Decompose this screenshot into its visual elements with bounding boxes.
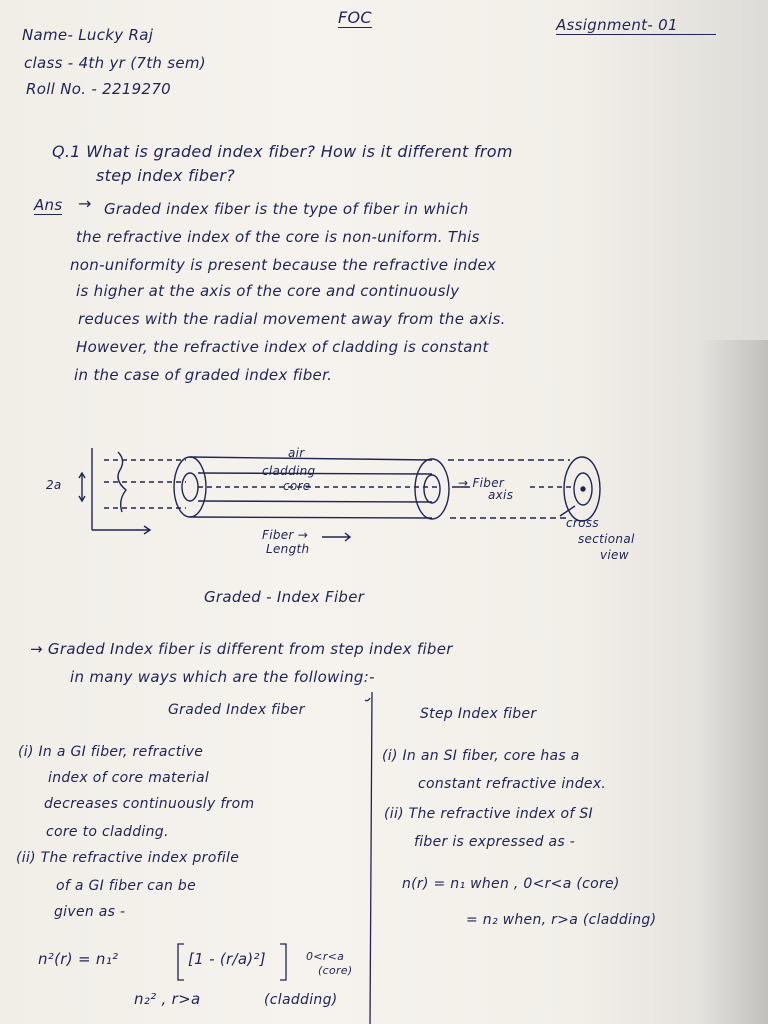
difference-line-1: → Graded Index fiber is different from step index fiber [30, 640, 453, 658]
label-fiber-axis-2: axis [488, 488, 514, 502]
label-fiber-length-2: Length [266, 542, 310, 556]
graded-point: core to cladding. [46, 824, 169, 840]
label-cladding: cladding [262, 464, 316, 478]
student-class: class - 4th yr (7th sem) [24, 54, 206, 72]
step-point: constant refractive index. [418, 776, 607, 792]
formula-2: n₂² , r>a [134, 990, 201, 1008]
answer-line: However, the refractive index of cladding is constant [76, 338, 489, 356]
answer-label: Ans [34, 196, 63, 214]
student-roll: Roll No. - 2219270 [26, 80, 172, 98]
label-fiber-axis: → Fiber [458, 476, 505, 490]
step-point: fiber is expressed as - [414, 834, 576, 850]
table-header-step: Step Index fiber [420, 706, 537, 722]
label-air: air [288, 446, 305, 460]
answer-line: in the case of graded index fiber. [74, 366, 333, 384]
formula-bracket: [1 - (r/a)²] [188, 950, 266, 968]
diagram-caption: Graded - Index Fiber [204, 588, 365, 606]
question-line-1: Q.1 What is graded index fiber? How is it different from [52, 142, 513, 161]
label-core: core [283, 479, 311, 493]
formula-condition: 0<r<a [306, 950, 345, 963]
graded-point: of a GI fiber can be [56, 878, 197, 894]
answer-line: is higher at the axis of the core and continuously [76, 282, 460, 300]
table-header-graded: Graded Index fiber [168, 702, 305, 718]
table-lines [365, 692, 372, 1024]
formula-lhs: n²(r) = n₁² [38, 950, 119, 968]
answer-line: the refractive index of the core is non-uniform. This [76, 228, 480, 246]
label-cross: cross [566, 516, 599, 530]
label-fiber-length: Fiber → [262, 528, 309, 542]
step-formula: = n₂ when, r>a (cladding) [466, 912, 657, 928]
label-sectional: sectional [578, 532, 635, 546]
answer-arrow: → [78, 194, 92, 213]
graded-point: (i) In a GI fiber, refractive [18, 744, 204, 760]
answer-line: Graded index fiber is the type of fiber in which [104, 200, 469, 218]
cylinder-right-end [415, 459, 449, 519]
difference-line-2: in many ways which are the following:- [70, 668, 375, 686]
graded-point: decreases continuously from [44, 796, 255, 812]
formula-2-cond: (cladding) [264, 992, 338, 1008]
question-line-2: step index fiber? [96, 166, 236, 185]
graded-point: (ii) The refractive index profile [16, 850, 240, 866]
graded-point: given as - [54, 904, 126, 920]
student-name: Name- Lucky Raj [22, 26, 154, 44]
formula-condition-core: (core) [318, 964, 353, 977]
graded-point: index of core material [48, 770, 210, 786]
step-point: (i) In an SI fiber, core has a [382, 748, 580, 764]
step-point: (ii) The refractive index of SI [384, 806, 593, 822]
answer-line: reduces with the radial movement away from the axis. [78, 310, 506, 328]
label-2a: 2a [46, 478, 62, 492]
assignment-title: Assignment- 01 [556, 16, 716, 35]
step-formula: n(r) = n₁ when , 0<r<a (core) [402, 876, 620, 892]
label-view: view [600, 548, 629, 562]
subject-title: FOC [338, 8, 372, 27]
answer-line: non-uniformity is present because the refractive index [70, 256, 497, 274]
